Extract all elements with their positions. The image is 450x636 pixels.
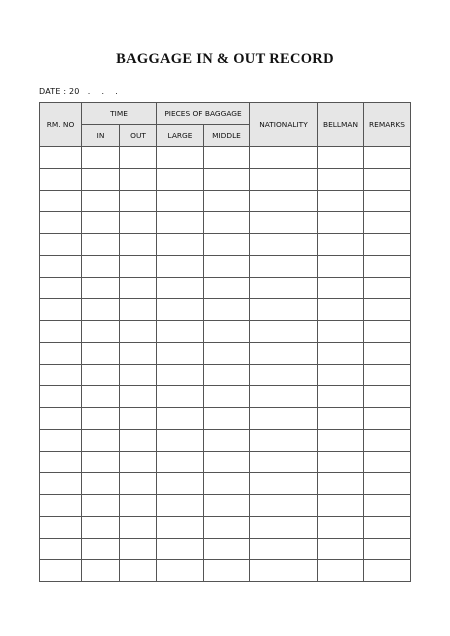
cell-time-in <box>82 473 120 495</box>
cell-rm-no <box>40 255 82 277</box>
baggage-record-table <box>39 102 411 582</box>
cell-rm-no <box>40 538 82 560</box>
cell-time-in <box>82 560 120 582</box>
header-time-in: IN <box>82 125 120 147</box>
cell-large <box>157 386 204 408</box>
cell-nationality <box>250 212 318 234</box>
cell-middle <box>204 147 250 169</box>
table-row <box>40 473 411 495</box>
cell-nationality <box>250 255 318 277</box>
cell-nationality <box>250 560 318 582</box>
cell-large <box>157 516 204 538</box>
cell-remarks <box>364 234 411 256</box>
cell-time-in <box>82 168 120 190</box>
cell-nationality <box>250 451 318 473</box>
cell-bellman <box>318 342 364 364</box>
cell-time-out <box>120 321 157 343</box>
cell-nationality <box>250 386 318 408</box>
cell-large <box>157 538 204 560</box>
cell-time-in <box>82 364 120 386</box>
table-row <box>40 190 411 212</box>
cell-nationality <box>250 429 318 451</box>
cell-large <box>157 277 204 299</box>
cell-bellman <box>318 408 364 430</box>
cell-time-in <box>82 212 120 234</box>
cell-bellman <box>318 516 364 538</box>
cell-time-in <box>82 299 120 321</box>
cell-time-in <box>82 234 120 256</box>
cell-remarks <box>364 212 411 234</box>
cell-large <box>157 255 204 277</box>
cell-nationality <box>250 495 318 517</box>
cell-large <box>157 364 204 386</box>
table-row <box>40 255 411 277</box>
table-row <box>40 299 411 321</box>
table-row <box>40 168 411 190</box>
cell-middle <box>204 255 250 277</box>
table-row <box>40 408 411 430</box>
cell-large <box>157 560 204 582</box>
cell-time-in <box>82 429 120 451</box>
header-time-out: OUT <box>120 125 157 147</box>
cell-middle <box>204 386 250 408</box>
table-row <box>40 516 411 538</box>
cell-rm-no <box>40 364 82 386</box>
cell-nationality <box>250 277 318 299</box>
cell-nationality <box>250 147 318 169</box>
cell-rm-no <box>40 516 82 538</box>
cell-bellman <box>318 234 364 256</box>
cell-rm-no <box>40 473 82 495</box>
table-row <box>40 321 411 343</box>
cell-rm-no <box>40 190 82 212</box>
cell-remarks <box>364 473 411 495</box>
cell-rm-no <box>40 321 82 343</box>
cell-time-out <box>120 147 157 169</box>
cell-middle <box>204 538 250 560</box>
cell-remarks <box>364 429 411 451</box>
cell-rm-no <box>40 429 82 451</box>
cell-remarks <box>364 277 411 299</box>
cell-nationality <box>250 516 318 538</box>
cell-rm-no <box>40 277 82 299</box>
cell-middle <box>204 560 250 582</box>
cell-middle <box>204 473 250 495</box>
cell-middle <box>204 212 250 234</box>
table-row <box>40 429 411 451</box>
cell-rm-no <box>40 168 82 190</box>
cell-middle <box>204 168 250 190</box>
cell-rm-no <box>40 342 82 364</box>
cell-bellman <box>318 364 364 386</box>
header-middle: MIDDLE <box>204 125 250 147</box>
cell-middle <box>204 364 250 386</box>
cell-rm-no <box>40 495 82 517</box>
cell-remarks <box>364 147 411 169</box>
cell-nationality <box>250 364 318 386</box>
cell-middle <box>204 516 250 538</box>
cell-large <box>157 147 204 169</box>
cell-nationality <box>250 234 318 256</box>
table-row <box>40 538 411 560</box>
cell-time-out <box>120 560 157 582</box>
cell-middle <box>204 277 250 299</box>
cell-remarks <box>364 560 411 582</box>
cell-time-out <box>120 473 157 495</box>
cell-remarks <box>364 408 411 430</box>
cell-remarks <box>364 299 411 321</box>
cell-nationality <box>250 408 318 430</box>
cell-middle <box>204 299 250 321</box>
cell-large <box>157 234 204 256</box>
cell-large <box>157 429 204 451</box>
date-label: DATE : 20 . . . <box>39 87 118 96</box>
cell-bellman <box>318 473 364 495</box>
cell-time-out <box>120 386 157 408</box>
cell-bellman <box>318 299 364 321</box>
cell-middle <box>204 408 250 430</box>
cell-large <box>157 321 204 343</box>
cell-time-in <box>82 255 120 277</box>
cell-time-in <box>82 147 120 169</box>
form-title: BAGGAGE IN & OUT RECORD <box>116 51 334 67</box>
cell-rm-no <box>40 560 82 582</box>
cell-nationality <box>250 299 318 321</box>
cell-time-in <box>82 277 120 299</box>
cell-remarks <box>364 364 411 386</box>
cell-time-out <box>120 168 157 190</box>
table-row <box>40 386 411 408</box>
table-row <box>40 212 411 234</box>
cell-time-in <box>82 516 120 538</box>
cell-remarks <box>364 495 411 517</box>
cell-remarks <box>364 342 411 364</box>
cell-nationality <box>250 342 318 364</box>
cell-middle <box>204 234 250 256</box>
cell-time-out <box>120 212 157 234</box>
table-row <box>40 147 411 169</box>
cell-time-out <box>120 190 157 212</box>
cell-remarks <box>364 516 411 538</box>
cell-nationality <box>250 473 318 495</box>
cell-large <box>157 473 204 495</box>
cell-rm-no <box>40 234 82 256</box>
header-time: TIME <box>82 103 157 125</box>
cell-bellman <box>318 168 364 190</box>
cell-rm-no <box>40 147 82 169</box>
cell-remarks <box>364 321 411 343</box>
cell-large <box>157 495 204 517</box>
record-rows <box>40 147 411 582</box>
cell-bellman <box>318 560 364 582</box>
cell-large <box>157 190 204 212</box>
cell-time-in <box>82 451 120 473</box>
cell-bellman <box>318 277 364 299</box>
cell-time-out <box>120 234 157 256</box>
cell-middle <box>204 429 250 451</box>
cell-bellman <box>318 495 364 517</box>
cell-time-out <box>120 429 157 451</box>
table-row <box>40 451 411 473</box>
table-row <box>40 277 411 299</box>
cell-time-in <box>82 342 120 364</box>
cell-bellman <box>318 386 364 408</box>
cell-middle <box>204 342 250 364</box>
cell-large <box>157 342 204 364</box>
cell-rm-no <box>40 299 82 321</box>
cell-large <box>157 408 204 430</box>
cell-middle <box>204 190 250 212</box>
cell-large <box>157 168 204 190</box>
cell-time-out <box>120 364 157 386</box>
table-row <box>40 234 411 256</box>
cell-time-in <box>82 538 120 560</box>
header-nationality: NATIONALITY <box>250 103 318 147</box>
cell-time-out <box>120 516 157 538</box>
cell-bellman <box>318 321 364 343</box>
cell-large <box>157 299 204 321</box>
cell-rm-no <box>40 451 82 473</box>
cell-rm-no <box>40 408 82 430</box>
cell-nationality <box>250 168 318 190</box>
cell-rm-no <box>40 386 82 408</box>
cell-remarks <box>364 451 411 473</box>
cell-time-out <box>120 451 157 473</box>
table-row <box>40 364 411 386</box>
cell-time-out <box>120 408 157 430</box>
cell-time-in <box>82 408 120 430</box>
cell-time-in <box>82 190 120 212</box>
cell-time-out <box>120 538 157 560</box>
cell-time-in <box>82 321 120 343</box>
cell-bellman <box>318 429 364 451</box>
cell-nationality <box>250 190 318 212</box>
cell-bellman <box>318 212 364 234</box>
cell-large <box>157 212 204 234</box>
header-remarks: REMARKS <box>364 103 411 147</box>
table-row <box>40 495 411 517</box>
header-rm-no: RM. NO <box>40 103 82 147</box>
cell-time-out <box>120 495 157 517</box>
table-row <box>40 560 411 582</box>
cell-bellman <box>318 451 364 473</box>
cell-nationality <box>250 321 318 343</box>
cell-time-out <box>120 299 157 321</box>
cell-large <box>157 451 204 473</box>
cell-remarks <box>364 538 411 560</box>
cell-time-out <box>120 342 157 364</box>
cell-remarks <box>364 168 411 190</box>
cell-bellman <box>318 147 364 169</box>
cell-nationality <box>250 538 318 560</box>
cell-rm-no <box>40 212 82 234</box>
cell-remarks <box>364 255 411 277</box>
cell-remarks <box>364 190 411 212</box>
cell-middle <box>204 451 250 473</box>
cell-time-in <box>82 495 120 517</box>
header-bellman: BELLMAN <box>318 103 364 147</box>
table-row <box>40 342 411 364</box>
cell-bellman <box>318 190 364 212</box>
cell-time-in <box>82 386 120 408</box>
header-pieces-of-baggage: PIECES OF BAGGAGE <box>157 103 250 125</box>
cell-bellman <box>318 255 364 277</box>
cell-middle <box>204 495 250 517</box>
cell-remarks <box>364 386 411 408</box>
header-large: LARGE <box>157 125 204 147</box>
cell-time-out <box>120 255 157 277</box>
cell-time-out <box>120 277 157 299</box>
cell-bellman <box>318 538 364 560</box>
cell-middle <box>204 321 250 343</box>
